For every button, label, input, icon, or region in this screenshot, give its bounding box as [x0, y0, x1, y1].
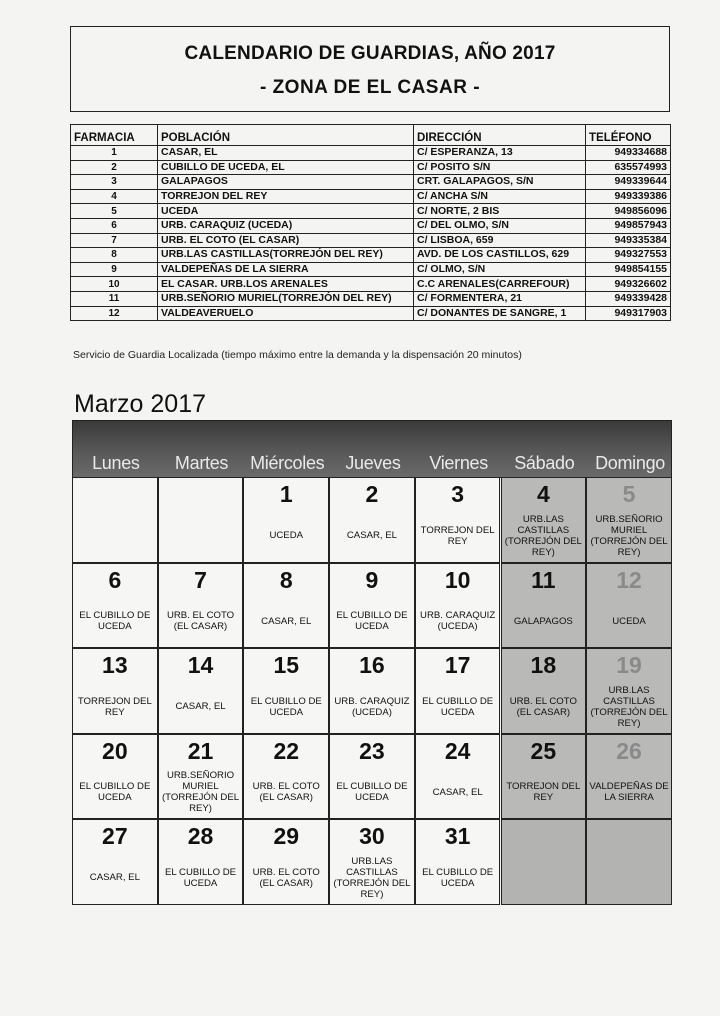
- cell-direccion: C/ LISBOA, 659: [414, 233, 586, 248]
- duty-pharmacy-line: (EL CASAR): [259, 877, 313, 889]
- duty-pharmacy-line: REY: [104, 706, 125, 718]
- table-row: [71, 248, 671, 263]
- duty-pharmacy-line: EL CUBILLO DE: [422, 695, 494, 707]
- duty-pharmacy: [161, 687, 241, 727]
- month-title: Marzo 2017: [74, 390, 207, 418]
- duty-pharmacy: [589, 684, 669, 729]
- calendar-day-cell: [501, 563, 587, 649]
- duty-pharmacy: [589, 772, 669, 812]
- calendar-day-cell: [415, 819, 501, 905]
- calendar-day-cell: [72, 819, 158, 905]
- duty-pharmacy: [161, 601, 241, 641]
- cell-direccion: C/ FORMENTERA, 21: [414, 291, 586, 306]
- calendar-day-cell: [158, 648, 244, 734]
- calendar-day-cell: [243, 477, 329, 563]
- duty-pharmacy-line: URB.LAS: [608, 684, 650, 696]
- duty-pharmacy-line: MURIEL: [610, 524, 648, 536]
- day-number: 1: [279, 481, 293, 507]
- duty-pharmacy: [332, 855, 412, 900]
- duty-pharmacy-line: URB. EL COTO: [509, 695, 577, 707]
- column-header-direccion: DIRECCIÓN: [414, 125, 586, 146]
- cell-telefono: 949339644: [586, 175, 671, 190]
- duty-pharmacy: [504, 772, 584, 812]
- duty-pharmacy-line: REY: [447, 535, 468, 547]
- day-number: 21: [187, 737, 214, 764]
- calendar-day-cell: [415, 648, 501, 734]
- duty-pharmacy-line: EL CUBILLO DE: [422, 866, 494, 878]
- duty-pharmacy-line: (UCEDA): [437, 621, 478, 633]
- day-number: 28: [187, 823, 214, 850]
- duty-pharmacy-line: URB. EL COTO: [252, 866, 320, 878]
- duty-pharmacy-line: URB.SEÑORIO: [166, 770, 235, 782]
- duty-pharmacy-line: CASTILLAS: [517, 524, 570, 536]
- duty-pharmacy-line: REY): [531, 546, 555, 558]
- calendar-day-cell: [329, 734, 415, 820]
- duty-pharmacy-line: (UCEDA): [351, 706, 392, 718]
- cell-telefono: 949334688: [586, 146, 671, 161]
- cell-farmacia: 6: [71, 218, 158, 233]
- cell-farmacia: 1: [71, 146, 158, 161]
- cell-telefono: 949326602: [586, 277, 671, 292]
- duty-pharmacy-line: CASTILLAS: [603, 695, 655, 707]
- cell-telefono: 949327553: [586, 248, 671, 263]
- table-row: [71, 146, 671, 161]
- cell-telefono: 949339386: [586, 189, 671, 204]
- service-note: Servicio de Guardia Localizada (tiempo máximo entre la demanda y la dispensación 20 minutos): [73, 349, 522, 361]
- day-number: 4: [536, 481, 550, 507]
- duty-pharmacy-line: UCEDA: [440, 706, 475, 718]
- duty-pharmacy-line: CASAR, EL: [89, 872, 140, 884]
- cell-telefono: 949856096: [586, 204, 671, 219]
- duty-pharmacy-line: (EL CASAR): [516, 706, 571, 718]
- cell-poblacion: URB.LAS CASTILLAS(TORREJÓN DEL REY): [158, 248, 414, 263]
- duty-pharmacy: [504, 513, 584, 558]
- duty-pharmacy: [246, 772, 326, 812]
- cell-poblacion: VALDEAVERUELO: [158, 306, 414, 321]
- duty-pharmacy-line: UCEDA: [355, 621, 389, 633]
- calendar-empty-cell: [158, 477, 244, 563]
- day-number: 24: [444, 737, 471, 764]
- column-header-farmacia: FARMACIA: [71, 125, 158, 146]
- duty-pharmacy-line: URB. EL COTO: [166, 610, 235, 622]
- day-number: 27: [102, 823, 128, 850]
- day-number: 23: [359, 737, 385, 764]
- day-number: 18: [530, 652, 557, 679]
- day-number: 17: [444, 652, 471, 679]
- weekday-6: Domingo: [595, 453, 665, 473]
- duty-pharmacy-line: CASTILLAS: [346, 866, 398, 878]
- duty-pharmacy-line: (TORREJÓN DEL: [161, 792, 240, 804]
- duty-pharmacy-line: URB. CARAQUIZ: [420, 610, 496, 622]
- duty-pharmacy: [161, 858, 241, 898]
- duty-pharmacy-line: REY: [533, 792, 554, 804]
- duty-pharmacy-line: UCEDA: [98, 792, 132, 804]
- zone-subtitle: - ZONA DE EL CASAR -: [259, 77, 481, 98]
- duty-pharmacy-line: MURIEL: [182, 781, 219, 793]
- calendar-day-cell: [158, 563, 244, 649]
- cell-poblacion: URB. EL COTO (EL CASAR): [158, 233, 414, 248]
- duty-pharmacy-line: CASAR, EL: [346, 530, 397, 542]
- duty-pharmacy: [589, 513, 669, 558]
- duty-pharmacy: [332, 772, 412, 812]
- day-number: 31: [444, 823, 471, 850]
- duty-pharmacy-line: UCEDA: [440, 877, 475, 889]
- duty-pharmacy: [332, 601, 412, 641]
- cell-direccion: AVD. DE LOS CASTILLOS, 629: [414, 248, 586, 263]
- day-number: 16: [359, 652, 385, 679]
- cell-telefono: 949317903: [586, 306, 671, 321]
- duty-pharmacy: [75, 858, 155, 898]
- day-number: 2: [365, 481, 379, 507]
- duty-pharmacy: [504, 687, 584, 727]
- cell-poblacion: URB. CARAQUIZ (UCEDA): [158, 218, 414, 233]
- calendar-empty-cell: [72, 477, 158, 563]
- day-number: 12: [616, 566, 642, 593]
- duty-pharmacy-line: URB.LAS: [522, 513, 564, 525]
- duty-pharmacy-line: EL CUBILLO DE: [336, 610, 408, 622]
- pharmacy-table: [70, 124, 671, 321]
- calendar-day-cell: [586, 734, 672, 820]
- duty-pharmacy: [246, 516, 326, 556]
- calendar-day-cell: [72, 648, 158, 734]
- cell-poblacion: UCEDA: [158, 204, 414, 219]
- table-row: [71, 291, 671, 306]
- duty-pharmacy: [418, 516, 498, 556]
- weekday-5: Sábado: [514, 453, 575, 473]
- duty-pharmacy-line: EL CUBILLO DE: [164, 866, 237, 878]
- table-header-row: [71, 125, 671, 146]
- duty-pharmacy-line: URB.LAS: [351, 855, 393, 867]
- day-number: 3: [451, 481, 465, 507]
- duty-pharmacy-line: (TORREJÓN DEL: [333, 877, 411, 889]
- duty-pharmacy-line: EL CUBILLO DE: [336, 781, 408, 793]
- calendar-day-cell: [329, 477, 415, 563]
- table-row: [71, 189, 671, 204]
- table-row: [71, 175, 671, 190]
- duty-pharmacy-line: UCEDA: [98, 621, 132, 633]
- calendar-day-cell: [586, 563, 672, 649]
- cell-poblacion: TORREJON DEL REY: [158, 189, 414, 204]
- day-number: 25: [530, 737, 557, 764]
- duty-pharmacy-line: EL CUBILLO DE: [79, 610, 151, 622]
- calendar-day-cell: [158, 819, 244, 905]
- cell-direccion: C/ NORTE, 2 BIS: [414, 204, 586, 219]
- column-header-poblacion: POBLACIÓN: [158, 125, 414, 146]
- weekday-2: Miércoles: [250, 453, 325, 473]
- table-row: [71, 277, 671, 292]
- duty-pharmacy: [418, 687, 498, 727]
- weekday-0: Lunes: [92, 453, 140, 473]
- duty-pharmacy: [246, 601, 326, 641]
- cell-direccion: C/ OLMO, S/N: [414, 262, 586, 277]
- weekday-3: Jueves: [345, 453, 401, 473]
- cell-direccion: C/ DONANTES DE SANGRE, 1: [414, 306, 586, 321]
- cell-direccion: C/ ANCHA S/N: [414, 189, 586, 204]
- day-number: 26: [616, 737, 642, 764]
- duty-pharmacy: [246, 858, 326, 898]
- calendar-day-cell: [72, 563, 158, 649]
- day-number: 6: [108, 566, 122, 593]
- table-row: [71, 218, 671, 233]
- day-number: 5: [622, 481, 636, 507]
- calendar-day-cell: [501, 734, 587, 820]
- calendar-day-cell: [415, 734, 501, 820]
- duty-pharmacy-line: TORREJON DEL: [420, 524, 495, 536]
- cell-telefono: 949335384: [586, 233, 671, 248]
- duty-pharmacy: [418, 858, 498, 898]
- duty-pharmacy-line: GALAPAGOS: [513, 615, 573, 627]
- calendar-day-cell: [329, 648, 415, 734]
- duty-pharmacy: [418, 772, 498, 812]
- cell-farmacia: 9: [71, 262, 158, 277]
- duty-pharmacy-line: URB.SEÑORIO: [595, 513, 663, 525]
- duty-pharmacy-line: VALDEPEÑAS DE: [589, 781, 669, 793]
- duty-pharmacy-line: REY): [360, 888, 384, 900]
- page-title: CALENDARIO DE GUARDIAS, AÑO 2017: [184, 43, 556, 64]
- calendar-day-cell: [586, 477, 672, 563]
- duty-pharmacy-line: UCEDA: [269, 530, 304, 542]
- duty-pharmacy: [75, 601, 155, 641]
- duty-pharmacy-line: CASAR, EL: [261, 615, 312, 627]
- calendar-day-cell: [243, 563, 329, 649]
- duty-pharmacy: [418, 601, 498, 641]
- duty-pharmacy-line: UCEDA: [355, 792, 389, 804]
- cell-telefono: 949339428: [586, 291, 671, 306]
- calendar-grid: [72, 420, 672, 906]
- duty-pharmacy-line: REY): [617, 717, 641, 729]
- cell-farmacia: 2: [71, 160, 158, 175]
- duty-pharmacy-line: TORREJON DEL: [506, 781, 581, 793]
- duty-pharmacy-line: CASAR, EL: [175, 701, 226, 713]
- cell-poblacion: EL CASAR. URB.LOS ARENALES: [158, 277, 414, 292]
- duty-pharmacy-line: (TORREJÓN DEL: [504, 535, 582, 547]
- duty-pharmacy-line: (TORREJÓN DEL: [590, 535, 668, 547]
- duty-pharmacy: [332, 687, 412, 727]
- calendar-day-cell: [415, 477, 501, 563]
- cell-farmacia: 3: [71, 175, 158, 190]
- cell-direccion: CRT. GALAPAGOS, S/N: [414, 175, 586, 190]
- cell-farmacia: 8: [71, 248, 158, 263]
- cell-farmacia: 12: [71, 306, 158, 321]
- duty-pharmacy-line: (EL CASAR): [259, 792, 313, 804]
- day-number: 10: [444, 566, 471, 593]
- day-number: 19: [616, 652, 642, 679]
- weekday-4: Viernes: [429, 453, 488, 473]
- duty-pharmacy-line: UCEDA: [183, 877, 218, 889]
- cell-farmacia: 4: [71, 189, 158, 204]
- day-number: 13: [102, 652, 128, 679]
- duty-pharmacy-line: (EL CASAR): [173, 621, 228, 633]
- duty-pharmacy: [161, 770, 241, 815]
- weekday-1: Martes: [174, 453, 229, 473]
- day-number: 11: [531, 566, 556, 593]
- duty-pharmacy-line: UCEDA: [269, 706, 304, 718]
- day-number: 15: [273, 652, 300, 679]
- cell-poblacion: GALAPAGOS: [158, 175, 414, 190]
- calendar-day-cell: [243, 648, 329, 734]
- day-number: 14: [187, 652, 214, 679]
- column-header-telefono: TELÉFONO: [586, 125, 671, 146]
- day-number: 30: [359, 823, 385, 850]
- calendar-day-cell: [329, 563, 415, 649]
- duty-pharmacy: [75, 772, 155, 812]
- duty-pharmacy-line: URB. EL COTO: [252, 781, 320, 793]
- cell-telefono: 949857943: [586, 218, 671, 233]
- duty-pharmacy: [589, 601, 669, 641]
- cell-poblacion: URB.SEÑORIO MURIEL(TORREJÓN DEL REY): [158, 291, 414, 306]
- calendar-day-cell: [72, 734, 158, 820]
- day-number: 7: [194, 566, 207, 593]
- duty-pharmacy: [246, 687, 326, 727]
- duty-pharmacy-line: EL CUBILLO DE: [79, 781, 151, 793]
- cell-telefono: 635574993: [586, 160, 671, 175]
- duty-pharmacy-line: UCEDA: [612, 615, 646, 627]
- cell-direccion: C/ ESPERANZA, 13: [414, 146, 586, 161]
- duty-pharmacy-line: REY): [189, 803, 212, 815]
- day-number: 29: [273, 823, 300, 850]
- calendar-empty-cell: [586, 819, 672, 905]
- table-row: [71, 204, 671, 219]
- table-row: [71, 306, 671, 321]
- calendar-day-cell: [243, 734, 329, 820]
- cell-farmacia: 10: [71, 277, 158, 292]
- table-row: [71, 160, 671, 175]
- duty-pharmacy-line: (TORREJÓN DEL: [590, 706, 668, 718]
- table-row: [71, 262, 671, 277]
- duty-pharmacy: [504, 601, 584, 641]
- duty-pharmacy-line: TORREJON DEL: [77, 695, 152, 707]
- calendar-day-cell: [586, 648, 672, 734]
- duty-pharmacy-line: URB. CARAQUIZ: [334, 695, 410, 707]
- cell-telefono: 949854155: [586, 262, 671, 277]
- cell-direccion: C.C ARENALES(CARREFOUR): [414, 277, 586, 292]
- day-number: 22: [273, 737, 300, 764]
- calendar-day-cell: [415, 563, 501, 649]
- title-box: [70, 26, 670, 112]
- calendar-day-cell: [501, 477, 587, 563]
- calendar-day-cell: [158, 734, 244, 820]
- day-number: 9: [365, 566, 379, 593]
- cell-farmacia: 5: [71, 204, 158, 219]
- cell-direccion: C/ DEL OLMO, S/N: [414, 218, 586, 233]
- duty-pharmacy-line: LA SIERRA: [604, 792, 654, 804]
- duty-pharmacy-line: CASAR, EL: [432, 786, 483, 798]
- table-row: [71, 233, 671, 248]
- calendar-day-cell: [243, 819, 329, 905]
- cell-farmacia: 7: [71, 233, 158, 248]
- calendar-header: [72, 420, 672, 478]
- cell-poblacion: VALDEPEÑAS DE LA SIERRA: [158, 262, 414, 277]
- cell-poblacion: CASAR, EL: [158, 146, 414, 161]
- duty-pharmacy: [75, 687, 155, 727]
- day-number: 8: [279, 566, 293, 593]
- cell-farmacia: 11: [71, 291, 158, 306]
- calendar-day-cell: [501, 648, 587, 734]
- day-number: 20: [102, 737, 128, 764]
- calendar-empty-cell: [501, 819, 587, 905]
- duty-pharmacy-line: REY): [617, 546, 641, 558]
- cell-poblacion: CUBILLO DE UCEDA, EL: [158, 160, 414, 175]
- calendar-day-cell: [329, 819, 415, 905]
- duty-pharmacy-line: EL CUBILLO DE: [250, 695, 322, 707]
- cell-direccion: C/ POSITO S/N: [414, 160, 586, 175]
- duty-pharmacy: [332, 516, 412, 556]
